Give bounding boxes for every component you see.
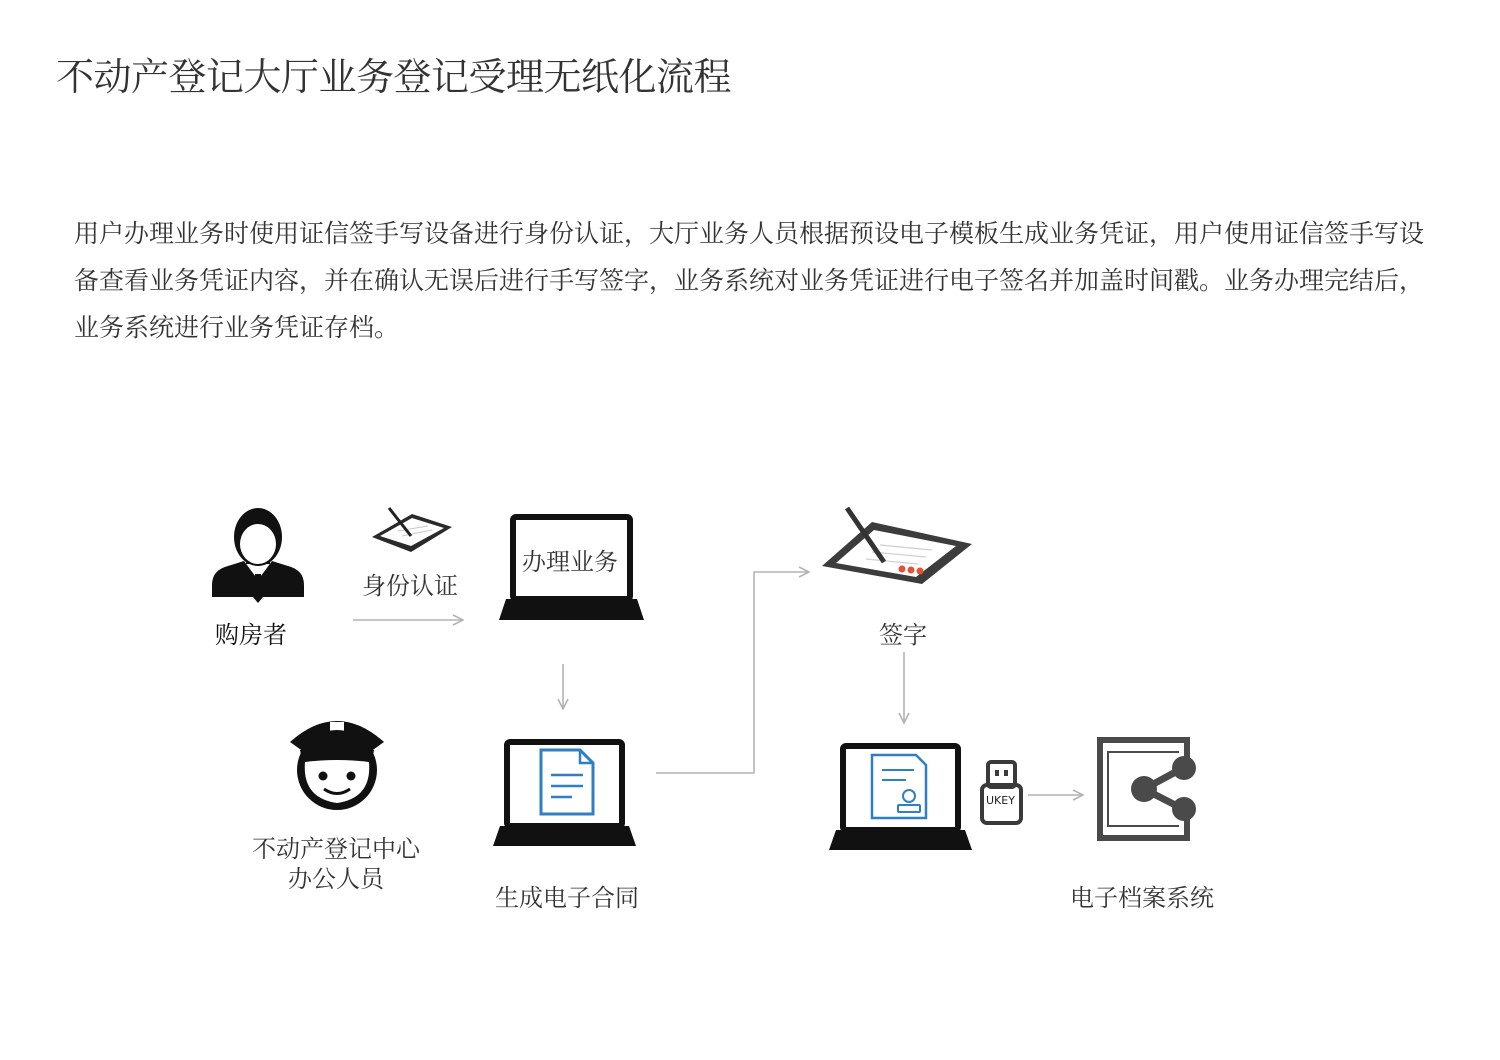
label-buyer: 购房者 bbox=[215, 621, 287, 649]
police-officer-icon bbox=[290, 721, 384, 810]
page-title: 不动产登记大厅业务登记受理无纸化流程 bbox=[56, 55, 732, 99]
laptop-seal-icon bbox=[829, 746, 972, 850]
label-ukey: UKEY bbox=[986, 794, 1015, 807]
label-contract: 生成电子合同 bbox=[495, 884, 639, 912]
label-handle-business: 办理业务 bbox=[522, 548, 618, 576]
label-staff-line1: 不动产登记中心 bbox=[252, 835, 420, 863]
label-identity: 身份认证 bbox=[362, 572, 458, 600]
share-archive-icon bbox=[1100, 740, 1196, 838]
businessman-icon bbox=[212, 508, 304, 603]
label-archive: 电子档案系统 bbox=[1070, 884, 1214, 912]
signature-tablet-icon bbox=[372, 508, 452, 552]
label-staff bbox=[236, 834, 436, 894]
laptop-document-icon bbox=[493, 742, 636, 846]
description: 用户办理业务时使用证信签手写设备进行身份认证，大厅业务人员根据预设电子模板生成业务凭证，用户使用证信签手写设备查看业务凭证内容，并在确认无误后进行手写签字，业务系统对业务凭证进行电子签名并加盖时间戳。业务办理完结后，业务系统进行业务凭证存档。 bbox=[74, 219, 1425, 342]
usb-key-icon bbox=[982, 762, 1021, 823]
arrow-contract-to-sign bbox=[656, 572, 808, 773]
signature-tablet-icon bbox=[822, 508, 972, 584]
label-staff-line2: 办公人员 bbox=[288, 865, 384, 893]
label-sign: 签字 bbox=[879, 621, 927, 649]
